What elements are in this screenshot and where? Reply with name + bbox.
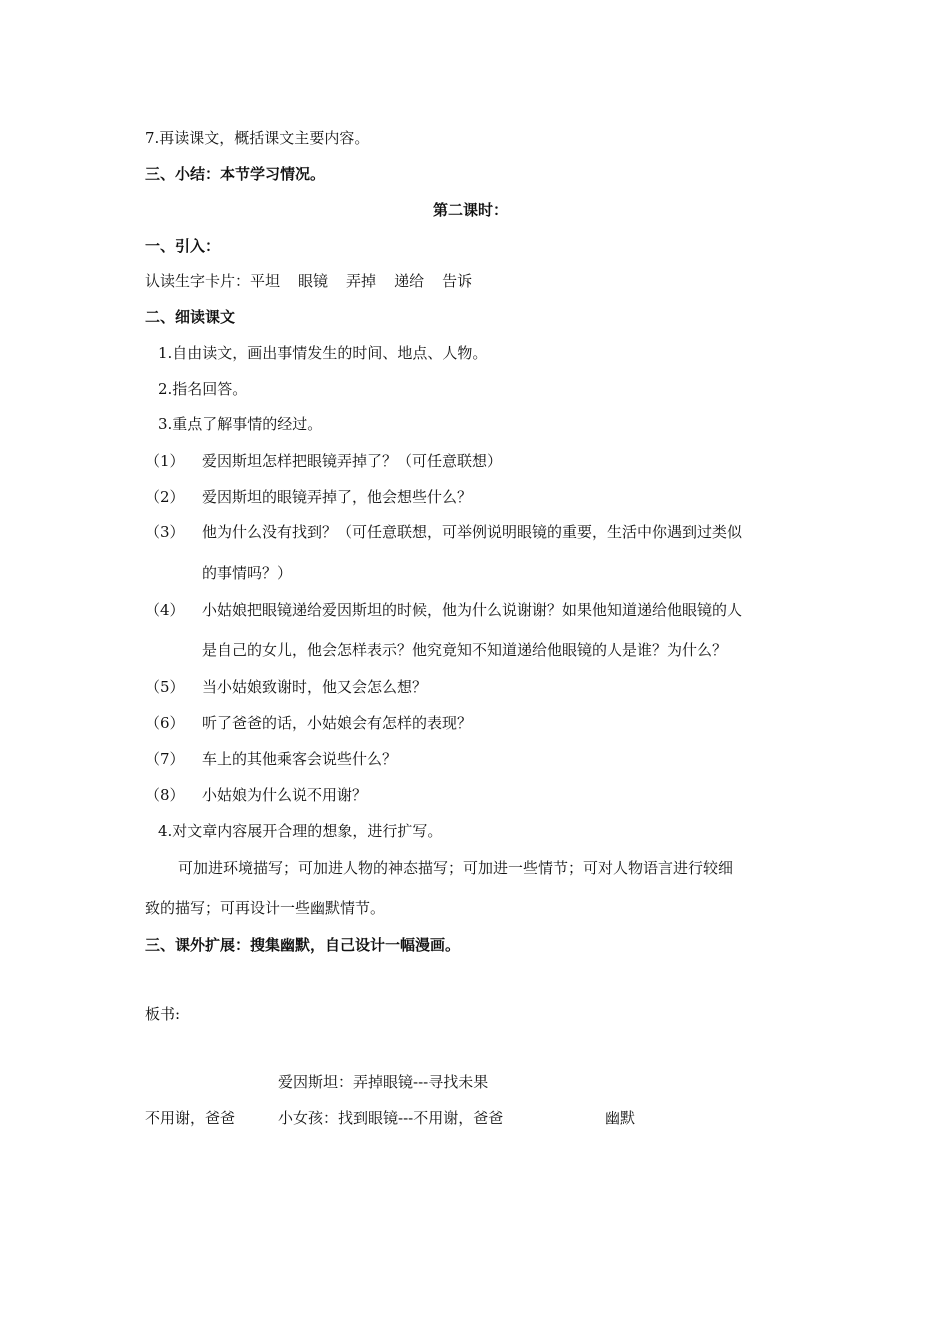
question-number: （3） xyxy=(145,523,185,541)
step-2: 2.指名回答。 xyxy=(158,380,248,398)
board-left-note: 不用谢，爸爸 xyxy=(145,1109,236,1127)
question-text-cont: 是自己的女儿，他会怎样表示？他究竟知不知道递给他眼镜的人是谁？为什么？ xyxy=(202,641,728,659)
word-card: 弄掉 xyxy=(346,272,377,290)
step-3: 3.重点了解事情的经过。 xyxy=(158,415,323,433)
lesson-2-title: 第二课时： xyxy=(433,201,509,219)
question-text: 车上的其他乘客会说些什么？ xyxy=(202,750,398,768)
question-text: 爱因斯坦的眼镜弄掉了，他会想些什么？ xyxy=(202,488,473,506)
question-text: 他为什么没有找到？（可任意联想，可举例说明眼镜的重要，生活中你遇到过类似 xyxy=(202,523,743,541)
word-cards-line xyxy=(145,271,490,291)
question-number: （6） xyxy=(145,714,185,732)
question-number: （2） xyxy=(145,488,185,506)
word-cards-label: 认读生字卡片： xyxy=(145,272,251,290)
question-text: 爱因斯坦怎样把眼镜弄掉了？（可任意联想） xyxy=(202,452,503,470)
word-card: 递给 xyxy=(394,272,425,290)
step-4: 4.对文章内容展开合理的想象，进行扩写。 xyxy=(158,822,443,840)
question-text: 小姑娘为什么说不用谢？ xyxy=(202,786,368,804)
section-intro-heading: 一、引入： xyxy=(145,237,221,255)
expansion-paragraph-line-1: 可加进环境描写；可加进人物的神态描写；可加进一些情节；可对人物语言进行较细 xyxy=(178,859,734,877)
question-text: 当小姑娘致谢时，他又会怎么想？ xyxy=(202,678,428,696)
word-card: 告诉 xyxy=(442,272,473,290)
board-line-einstein: 爱因斯坦：弄掉眼镜---寻找未果 xyxy=(278,1073,489,1091)
question-number: （7） xyxy=(145,750,185,768)
word-card: 眼镜 xyxy=(298,272,329,290)
step-7: 7.再读课文，概括课文主要内容。 xyxy=(145,129,370,147)
word-card: 平坦 xyxy=(250,272,281,290)
question-number: （8） xyxy=(145,786,185,804)
question-number: （4） xyxy=(145,601,185,619)
step-1: 1.自由读文，画出事情发生的时间、地点、人物。 xyxy=(158,344,488,362)
expansion-paragraph-line-2: 致的描写；可再设计一些幽默情节。 xyxy=(145,899,386,917)
question-number: （1） xyxy=(145,452,185,470)
board-label: 板书: xyxy=(145,1005,181,1023)
question-number: （5） xyxy=(145,678,185,696)
question-text: 听了爸爸的话，小姑娘会有怎样的表现？ xyxy=(202,714,473,732)
section-extension-heading: 三、课外扩展：搜集幽默，自己设计一幅漫画。 xyxy=(145,936,461,954)
board-line-girl: 小女孩：找到眼镜---不用谢，爸爸 xyxy=(278,1109,504,1127)
section-close-reading-heading: 二、细读课文 xyxy=(145,308,236,326)
section-summary-heading: 三、小结：本节学习情况。 xyxy=(145,165,326,183)
question-text: 小姑娘把眼镜递给爱因斯坦的时候，他为什么说谢谢？如果他知道递给他眼镜的人 xyxy=(202,601,743,619)
question-text-cont: 的事情吗？） xyxy=(202,564,293,582)
board-right-note: 幽默 xyxy=(605,1109,636,1127)
